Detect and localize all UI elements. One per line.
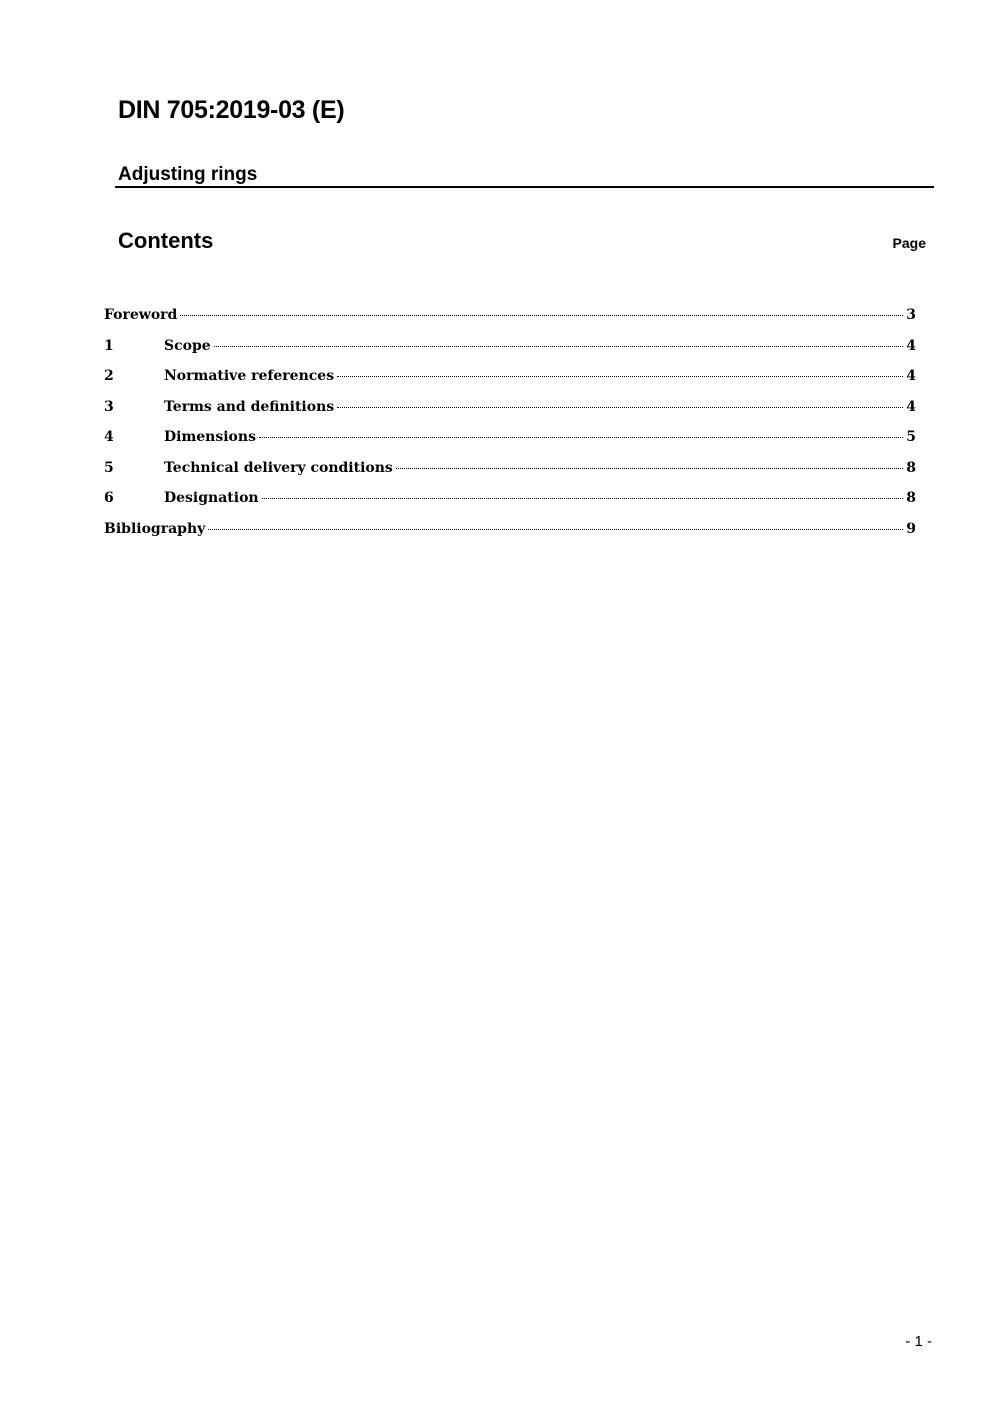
toc-entry-label: Designation xyxy=(164,490,259,506)
toc-entry-foreword[interactable] xyxy=(104,304,916,335)
toc-entry-page: 9 xyxy=(906,520,916,537)
toc-entry-label: Terms and definitions xyxy=(164,398,335,415)
toc-entry-page: 4 xyxy=(906,368,916,384)
toc-leader-dots xyxy=(337,407,903,408)
toc-entry-page: 4 xyxy=(906,398,916,415)
toc-entry-label: Foreword xyxy=(104,307,178,323)
toc-entry-number: 6 xyxy=(104,490,114,506)
toc-entry-page: 3 xyxy=(906,307,916,323)
document-title: Adjusting rings xyxy=(118,164,258,185)
toc-entry-number: 3 xyxy=(104,398,114,415)
toc-leader-dots xyxy=(337,376,903,377)
toc-leader-dots xyxy=(180,315,903,316)
toc-entry-dimensions[interactable] xyxy=(104,426,916,457)
toc-entry-label: Technical delivery conditions xyxy=(164,459,393,476)
title-rule xyxy=(115,186,934,188)
toc-entry-page: 8 xyxy=(906,459,916,476)
toc-leader-dots xyxy=(208,529,903,530)
table-of-contents xyxy=(104,304,916,548)
page-column-heading: Page xyxy=(892,235,926,251)
toc-entry-scope[interactable] xyxy=(104,335,916,366)
toc-entry-page: 5 xyxy=(906,429,916,445)
toc-entry-label: Scope xyxy=(164,337,211,354)
footer-page-number: - 1 - xyxy=(905,1333,932,1350)
document-id: DIN 705:2019-03 (E) xyxy=(118,96,345,124)
contents-heading: Contents xyxy=(118,228,214,253)
toc-entry-label: Normative references xyxy=(164,368,335,384)
toc-entry-bibliography[interactable] xyxy=(104,518,916,549)
toc-entry-page: 4 xyxy=(906,337,916,354)
toc-entry-number: 5 xyxy=(104,459,114,476)
toc-entry-page: 8 xyxy=(906,490,916,506)
toc-leader-dots xyxy=(262,498,904,499)
toc-leader-dots xyxy=(214,346,904,347)
toc-leader-dots xyxy=(259,437,903,438)
toc-leader-dots xyxy=(396,468,903,469)
toc-entry-number: 4 xyxy=(104,429,114,445)
toc-entry-number: 2 xyxy=(104,368,114,384)
toc-entry-number: 1 xyxy=(104,337,114,354)
toc-entry-label: Bibliography xyxy=(104,520,206,537)
toc-entry-technical-delivery-conditions[interactable] xyxy=(104,457,916,488)
toc-entry-designation[interactable] xyxy=(104,487,916,518)
toc-entry-terms-and-definitions[interactable] xyxy=(104,396,916,427)
toc-entry-label: Dimensions xyxy=(164,429,256,445)
toc-entry-normative-references[interactable] xyxy=(104,365,916,396)
